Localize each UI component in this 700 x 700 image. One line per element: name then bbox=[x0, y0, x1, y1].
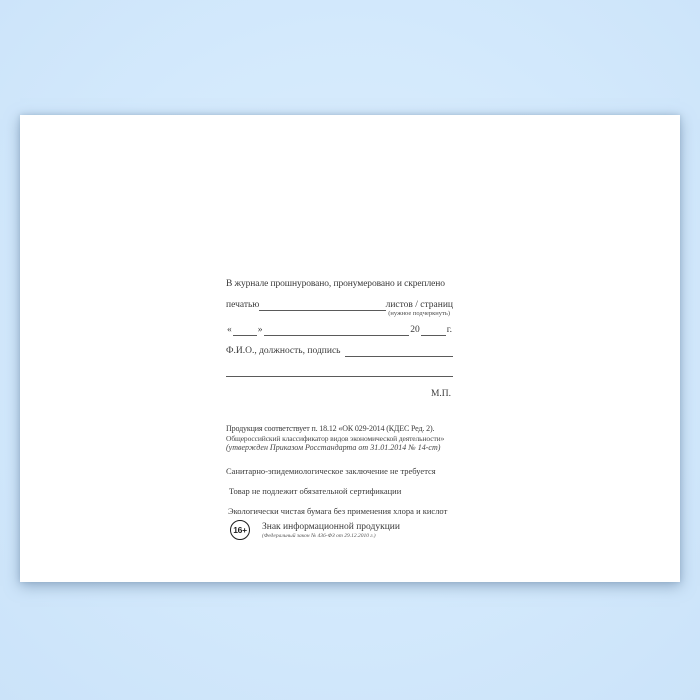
no-certification-line: Товар не подлежит обязательной сертификации bbox=[229, 486, 402, 496]
underline-applicable-note: (нужное подчеркнуть) bbox=[388, 310, 450, 317]
okved-classifier-line: Общероссийский классификатор видов экономической деятельности» bbox=[226, 434, 445, 443]
date-line bbox=[226, 324, 453, 336]
month-blank-line bbox=[264, 327, 410, 336]
eco-paper-line: Экологически чистая бумага без применения хлора и кислот bbox=[228, 506, 448, 516]
sealed-with-stamp-label: печатью bbox=[226, 300, 260, 310]
sheets-pages-label: листов / страниц bbox=[385, 300, 453, 310]
year-blank-line bbox=[421, 327, 446, 336]
stitched-numbered-sealed-line: В журнале прошнуровано, пронумеровано и скреплено bbox=[226, 279, 445, 289]
federal-law-reference: (Федеральный закон № 436-ФЗ от 29.12.2010 г.) bbox=[262, 533, 376, 539]
stamp-place-abbr: М.П. bbox=[430, 389, 451, 399]
name-position-signature-label: Ф.И.О., должность, подпись bbox=[226, 346, 341, 356]
full-width-blank-line bbox=[226, 368, 453, 377]
signature-blank-line bbox=[345, 348, 454, 357]
okved-compliance-line: Продукция соответствует п. 18.12 «ОК 029-2014 (КДЕС Ред. 2). bbox=[226, 424, 435, 433]
age-rating-16plus-icon: 16+ bbox=[230, 520, 250, 540]
journal-back-page bbox=[20, 115, 680, 582]
sanitary-conclusion-line: Санитарно-эпидемиологическое заключение не требуется bbox=[226, 466, 436, 476]
year-suffix-label: г. bbox=[446, 325, 452, 335]
information-product-mark-label: Знак информационной продукции bbox=[262, 522, 400, 532]
year-century-prefix: 20 bbox=[410, 325, 420, 335]
age-rating-row bbox=[226, 520, 453, 540]
okved-approval-line: (утвержден Приказом Росстандарта от 31.01.2014 № 14-ст) bbox=[226, 443, 441, 452]
age-mark-caption bbox=[262, 520, 400, 540]
certification-text-column bbox=[226, 115, 453, 582]
closing-guillemet: » bbox=[257, 325, 263, 335]
continuation-line bbox=[226, 368, 453, 377]
day-blank-line bbox=[233, 327, 257, 336]
signature-line bbox=[226, 345, 453, 357]
opening-guillemet: « bbox=[227, 325, 232, 335]
